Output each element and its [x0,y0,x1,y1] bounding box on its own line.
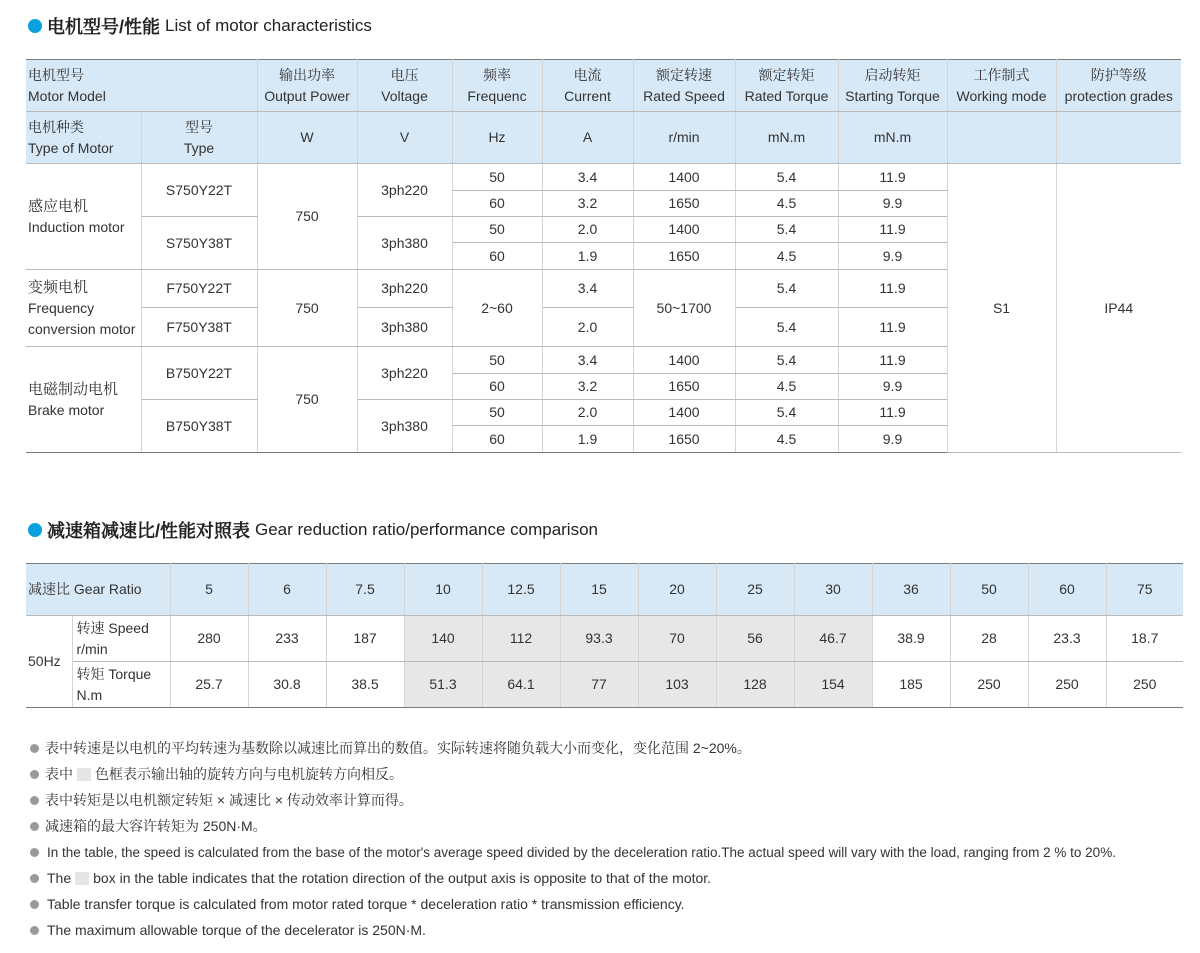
start-torque-cell: 11.9 [838,347,947,374]
torque-cell: 4.5 [735,426,838,453]
table-header-row [26,60,1181,112]
type-cell: B750Y22T [141,347,257,400]
header-model: 电机型号 Motor Model [26,60,257,112]
torque-value: 250 [1106,662,1183,708]
unit-speed: r/min [633,112,735,164]
voltage-cell: 3ph220 [357,270,452,308]
torque-value: 77 [560,662,638,708]
torque-value: 103 [638,662,716,708]
torque-cell: 5.4 [735,164,838,191]
torque-value: 38.5 [326,662,404,708]
voltage-cell: 3ph220 [357,347,452,400]
current-cell: 3.4 [542,164,633,191]
ratio-cell: 12.5 [482,564,560,616]
speed-cell: 1650 [633,374,735,400]
current-cell: 2.0 [542,217,633,243]
torque-value: 30.8 [248,662,326,708]
header-motor-kind: 电机种类 Type of Motor [26,112,141,164]
voltage-cell: 3ph380 [357,217,452,270]
speed-cell: 1650 [633,426,735,453]
current-cell: 1.9 [542,426,633,453]
type-cell: B750Y38T [141,400,257,453]
section-title-en: List of motor characteristics [165,16,372,35]
torque-value: 64.1 [482,662,560,708]
current-cell: 3.2 [542,374,633,400]
header-protection: 防护等级 protection grades [1056,60,1181,112]
freq-cell: 50 [452,347,542,374]
ratio-cell: 7.5 [326,564,404,616]
current-cell: 1.9 [542,243,633,270]
unit-torque: mN.m [735,112,838,164]
speed-cell: 1400 [633,164,735,191]
torque-value: 25.7 [170,662,248,708]
header-type: 型号 Type [141,112,257,164]
speed-cell: 1400 [633,400,735,426]
freq-cell: 60 [452,426,542,453]
torque-row [26,662,1183,708]
bullet-dot-icon [28,523,42,537]
voltage-cell: 3ph380 [357,400,452,453]
speed-cell: 50~1700 [633,270,735,347]
hz-label: 50Hz [26,616,72,708]
bullet-icon [30,926,39,935]
start-torque-cell: 11.9 [838,217,947,243]
speed-value: 18.7 [1106,616,1183,662]
note-item: 表中 色框表示输出轴的旋转方向与电机旋转方向相反。 [30,761,1180,787]
ratio-cell: 25 [716,564,794,616]
speed-value: 280 [170,616,248,662]
section-title-zh: 电机型号/性能 [47,17,161,37]
unit-current: A [542,112,633,164]
speed-cell: 1650 [633,191,735,217]
torque-value: 128 [716,662,794,708]
ratio-cell: 20 [638,564,716,616]
ratio-label: 减速比 Gear Ratio [26,564,170,616]
ratio-cell: 30 [794,564,872,616]
note-item: The box in the table indicates that the rotation direction of the output axis is opposite to that of the motor. [30,865,1180,891]
protection-cell: IP44 [1056,164,1181,453]
power-cell: 750 [257,347,357,453]
note-item: The maximum allowable torque of the decelerator is 250N·M. [30,917,1180,943]
speed-label: 转速 Speed r/min [72,616,170,662]
note-item: In the table, the speed is calculated from the base of the motor's average speed divided by the deceleration ratio.The actual speed will vary with the load, ranging from 2 % to 20%. [30,839,1180,865]
speed-value: 233 [248,616,326,662]
freq-cell: 60 [452,243,542,270]
table-units-row [26,112,1181,164]
bullet-icon [30,770,39,779]
shade-swatch-icon [77,768,91,781]
bullet-icon [30,822,39,831]
bullet-icon [30,744,39,753]
torque-cell: 5.4 [735,400,838,426]
torque-value: 250 [1028,662,1106,708]
bullet-icon [30,796,39,805]
gear-ratio-table [26,563,1183,708]
unit-start-torque: mN.m [838,112,947,164]
start-torque-cell: 11.9 [838,400,947,426]
ratio-cell: 5 [170,564,248,616]
start-torque-cell: 9.9 [838,374,947,400]
type-cell: S750Y22T [141,164,257,217]
torque-cell: 5.4 [735,270,838,308]
freq-cell: 2~60 [452,270,542,347]
unit-mode [947,112,1056,164]
speed-value: 46.7 [794,616,872,662]
ratio-cell: 50 [950,564,1028,616]
speed-value: 93.3 [560,616,638,662]
torque-cell: 4.5 [735,191,838,217]
note-item: 减速箱的最大容许转矩为 250N·M。 [30,813,1180,839]
section-title-zh: 减速箱减速比/性能对照表 [47,521,250,541]
motor-characteristics-table [26,59,1181,453]
header-power: 输出功率 Output Power [257,60,357,112]
voltage-cell: 3ph220 [357,164,452,217]
ratio-cell: 6 [248,564,326,616]
bullet-dot-icon [28,19,42,33]
unit-voltage: V [357,112,452,164]
motor-kind-induction: 感应电机 Induction motor [26,164,141,270]
note-item: 表中转矩是以电机额定转矩 × 减速比 × 传动效率计算而得。 [30,787,1180,813]
header-rated-torque: 额定转矩 Rated Torque [735,60,838,112]
speed-value: 140 [404,616,482,662]
bullet-icon [30,900,39,909]
start-torque-cell: 9.9 [838,191,947,217]
current-cell: 3.2 [542,191,633,217]
section-title-gear [28,516,598,544]
power-cell: 750 [257,164,357,270]
bullet-icon [30,874,39,883]
working-mode-cell: S1 [947,164,1056,453]
speed-cell: 1400 [633,217,735,243]
speed-value: 28 [950,616,1028,662]
freq-cell: 60 [452,374,542,400]
power-cell: 750 [257,270,357,347]
speed-cell: 1650 [633,243,735,270]
speed-value: 23.3 [1028,616,1106,662]
motor-kind-frequency: 变频电机 Frequency conversion motor [26,270,141,347]
torque-value: 250 [950,662,1028,708]
motor-kind-brake: 电磁制动电机 Brake motor [26,347,141,453]
ratio-cell: 75 [1106,564,1183,616]
current-cell: 2.0 [542,400,633,426]
torque-label: 转矩 Torque N.m [72,662,170,708]
speed-cell: 1400 [633,347,735,374]
header-starting-torque: 启动转矩 Starting Torque [838,60,947,112]
unit-frequency: Hz [452,112,542,164]
ratio-cell: 60 [1028,564,1106,616]
header-rated-speed: 额定转速 Rated Speed [633,60,735,112]
shade-swatch-icon [75,872,89,885]
current-cell: 2.0 [542,308,633,347]
type-cell: F750Y38T [141,308,257,347]
table-row [26,164,1181,191]
start-torque-cell: 11.9 [838,308,947,347]
speed-value: 38.9 [872,616,950,662]
start-torque-cell: 9.9 [838,243,947,270]
freq-cell: 50 [452,400,542,426]
freq-cell: 50 [452,217,542,243]
current-cell: 3.4 [542,347,633,374]
note-item: 表中转速是以电机的平均转速为基数除以减速比而算出的数值。实际转速将随负载大小而变化，变化范围 2~20%。 [30,735,1180,761]
ratio-cell: 36 [872,564,950,616]
torque-cell: 4.5 [735,374,838,400]
header-frequency: 频率 Frequenc [452,60,542,112]
unit-protect [1056,112,1181,164]
freq-cell: 50 [452,164,542,191]
start-torque-cell: 9.9 [838,426,947,453]
speed-value: 56 [716,616,794,662]
torque-value: 51.3 [404,662,482,708]
ratio-cell: 15 [560,564,638,616]
notes-list [30,735,1180,943]
section-title-en: Gear reduction ratio/performance comparison [255,520,598,539]
bullet-icon [30,848,39,857]
start-torque-cell: 11.9 [838,270,947,308]
header-voltage: 电压 Voltage [357,60,452,112]
torque-value: 154 [794,662,872,708]
ratio-header-row [26,564,1183,616]
speed-value: 70 [638,616,716,662]
voltage-cell: 3ph380 [357,308,452,347]
torque-cell: 4.5 [735,243,838,270]
torque-cell: 5.4 [735,217,838,243]
start-torque-cell: 11.9 [838,164,947,191]
type-cell: S750Y38T [141,217,257,270]
speed-value: 187 [326,616,404,662]
header-current: 电流 Current [542,60,633,112]
header-working-mode: 工作制式 Working mode [947,60,1056,112]
freq-cell: 60 [452,191,542,217]
type-cell: F750Y22T [141,270,257,308]
ratio-cell: 10 [404,564,482,616]
torque-cell: 5.4 [735,347,838,374]
unit-power: W [257,112,357,164]
note-item: Table transfer torque is calculated from motor rated torque * deceleration ratio * transmission efficiency. [30,891,1180,917]
torque-cell: 5.4 [735,308,838,347]
torque-value: 185 [872,662,950,708]
speed-value: 112 [482,616,560,662]
section-title-motor [28,12,372,40]
speed-row [26,616,1183,662]
current-cell: 3.4 [542,270,633,308]
